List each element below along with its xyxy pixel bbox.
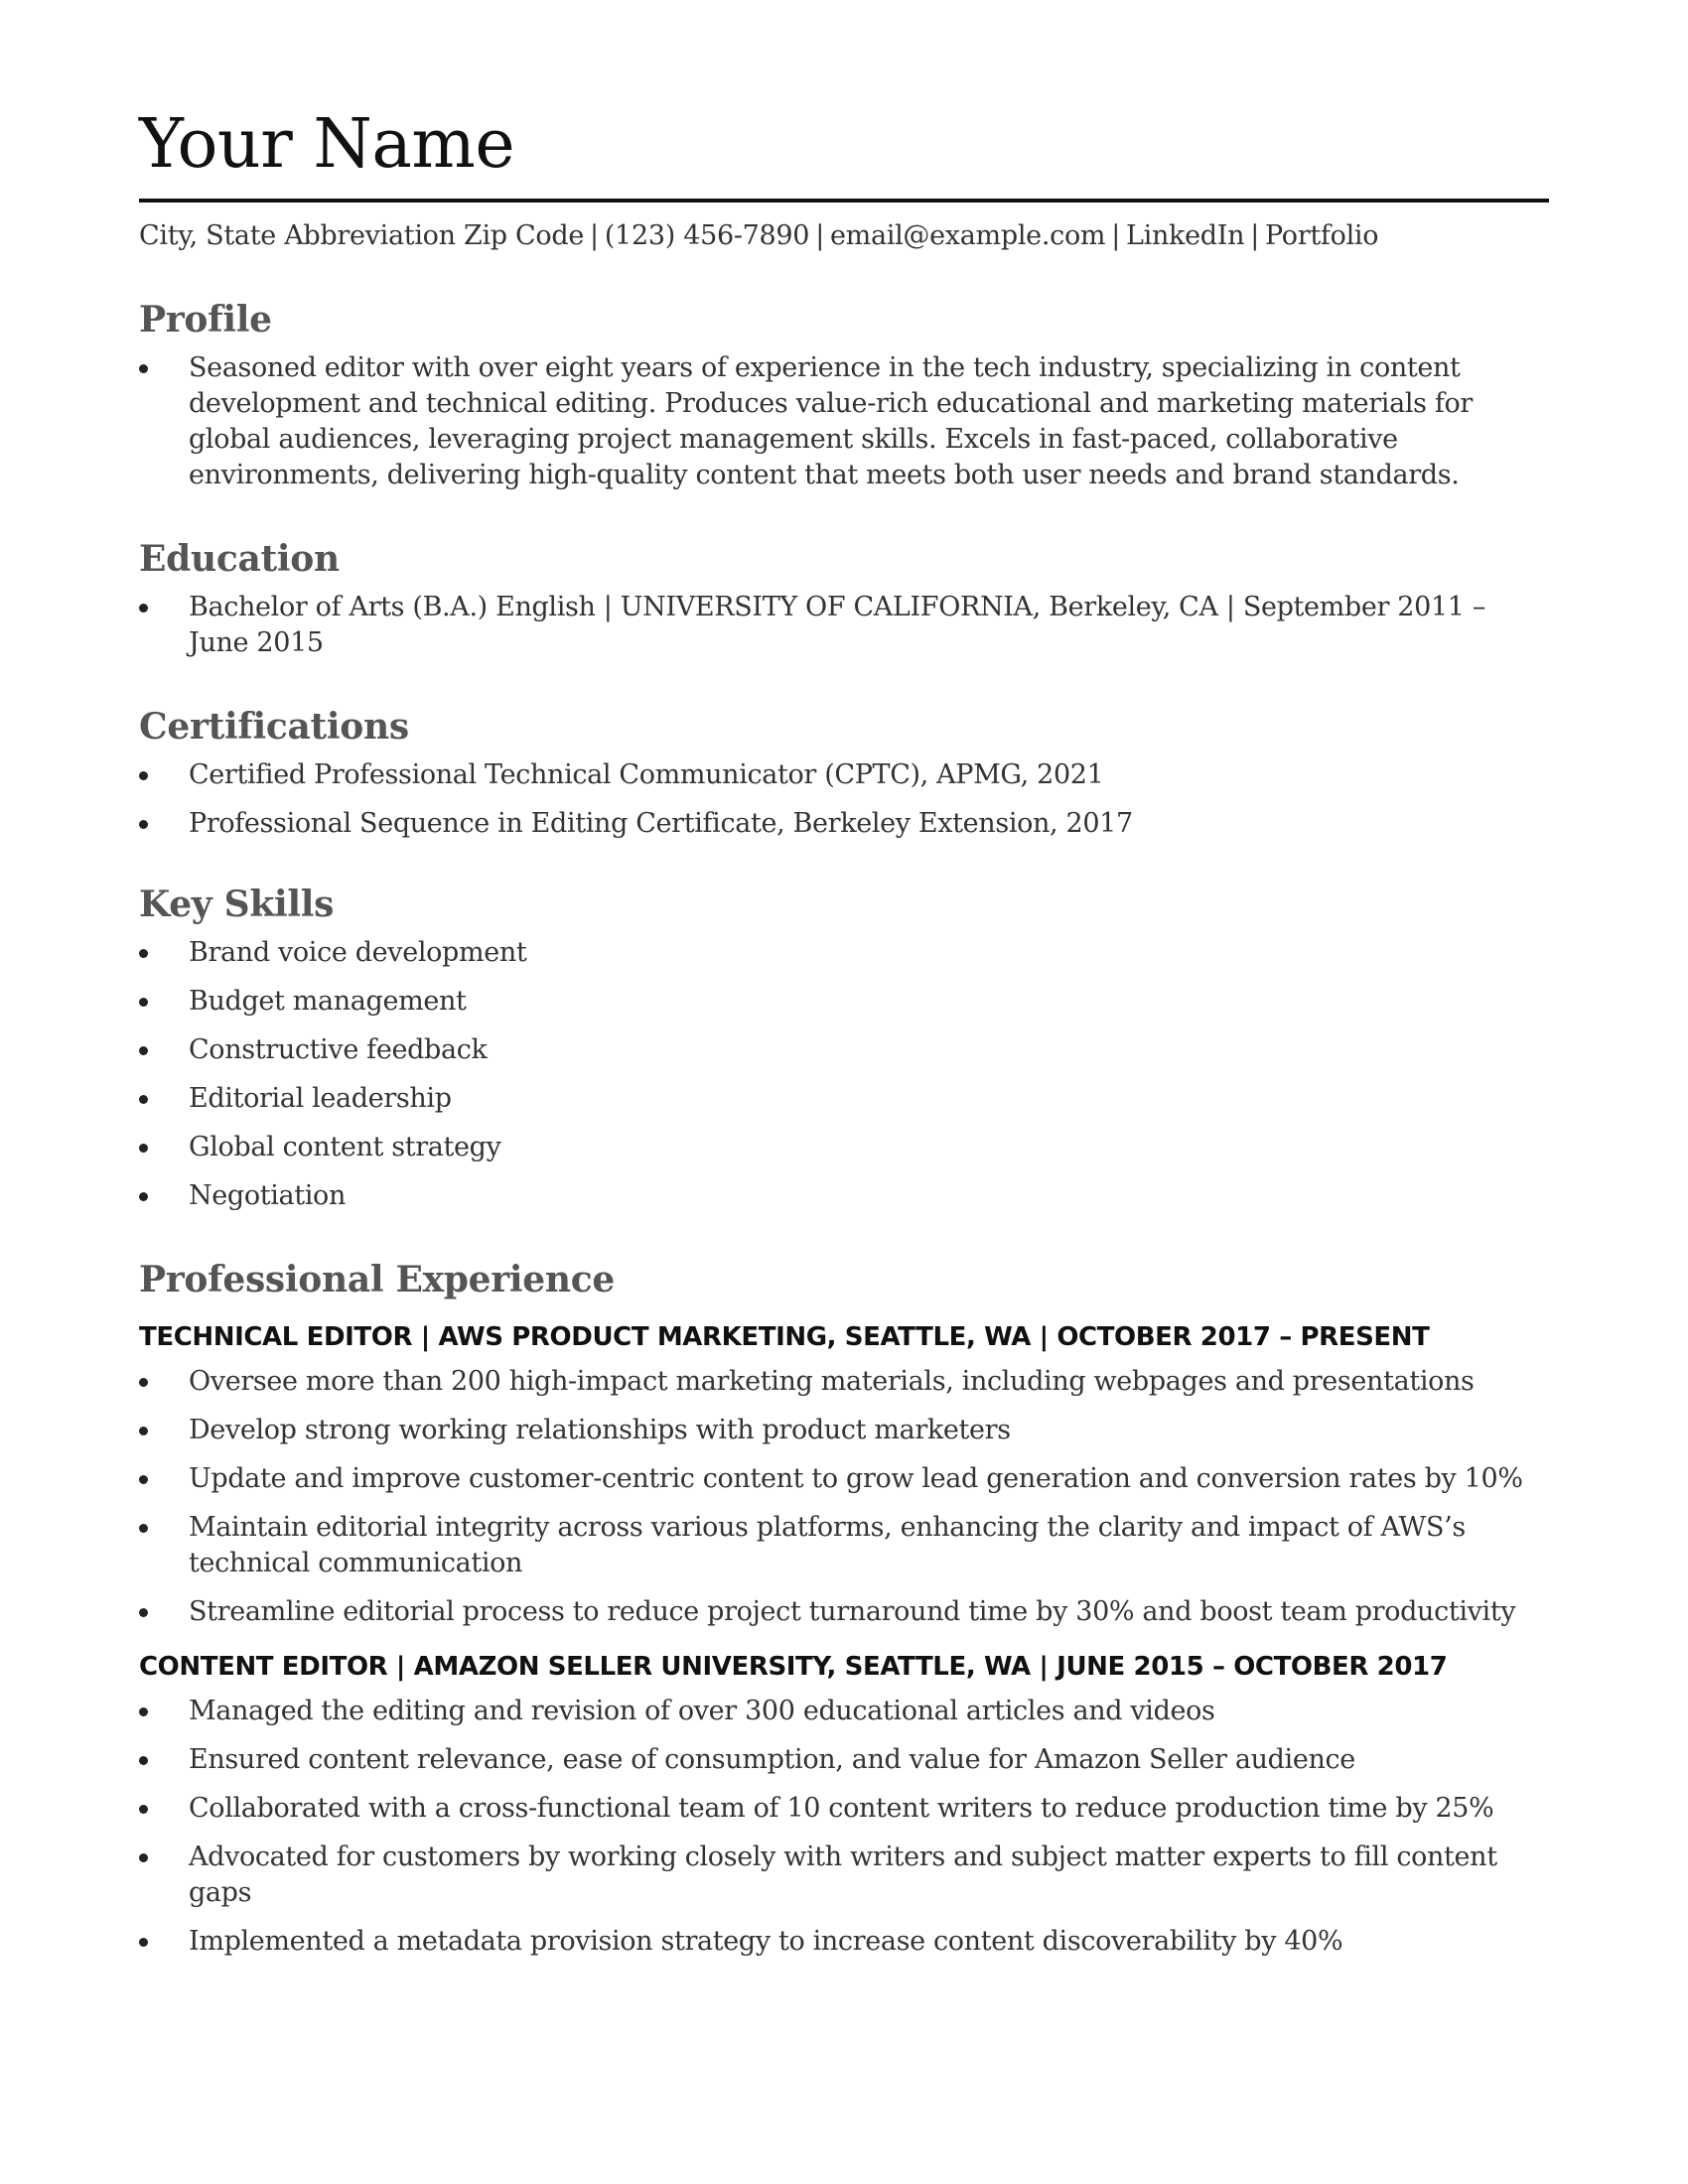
- list-item: Collaborated with a cross-functional team of 10 content writers to reduce production time by 25%: [139, 1791, 1549, 1827]
- section-title-skills: Key Skills: [139, 884, 335, 925]
- bullet-icon: [139, 1144, 148, 1153]
- bullet-icon: [139, 364, 148, 373]
- contact-linkedin[interactable]: LinkedIn: [1126, 220, 1245, 251]
- contact-separator: |: [590, 220, 599, 251]
- list-item: Managed the editing and revision of over 300 educational articles and videos: [139, 1694, 1549, 1729]
- contact-email[interactable]: email@example.com: [829, 220, 1106, 251]
- list-item: Oversee more than 200 high-impact marketing materials, including webpages and presentations: [139, 1364, 1549, 1400]
- bullet-icon: [139, 1805, 148, 1814]
- bullet-icon: [139, 1046, 148, 1055]
- job-bullets: [139, 1364, 1549, 1630]
- list-item: Ensured content relevance, ease of consumption, and value for Amazon Seller audience: [139, 1742, 1549, 1778]
- bullet-icon: [139, 604, 148, 613]
- job-heading: CONTENT EDITOR | AMAZON SELLER UNIVERSITY, SEATTLE, WA | JUNE 2015 – OCTOBER 2017: [139, 1652, 1448, 1682]
- list-item: Constructive feedback: [139, 1032, 1549, 1068]
- bullet-icon: [139, 820, 148, 829]
- list-item: Seasoned editor with over eight years of experience in the tech industry, specializing in content development and technical editing. Produces value-rich educational and marketing materials for global audiences, leveraging project management skills. Excels in fast-paced, collaborative environments, delivering high-quality content that meets both user needs and brand standards.: [139, 350, 1549, 493]
- bullet-icon: [139, 1853, 148, 1862]
- list-item: Update and improve customer-centric content to grow lead generation and conversion rates by 10%: [139, 1461, 1549, 1497]
- contact-portfolio[interactable]: Portfolio: [1265, 220, 1379, 251]
- job-heading: TECHNICAL EDITOR | AWS PRODUCT MARKETING, SEATTLE, WA | OCTOBER 2017 – PRESENT: [139, 1322, 1430, 1352]
- profile-list: [139, 350, 1549, 493]
- list-item: Develop strong working relationships with product marketers: [139, 1413, 1549, 1448]
- list-item: Bachelor of Arts (B.A.) English | UNIVERSITY OF CALIFORNIA, Berkeley, CA | September 2011 – June 2015: [139, 590, 1549, 661]
- section-title-experience: Professional Experience: [139, 1259, 615, 1300]
- bullet-icon: [139, 1192, 148, 1201]
- bullet-icon: [139, 771, 148, 780]
- bullet-icon: [139, 949, 148, 958]
- bullet-icon: [139, 1707, 148, 1716]
- contact-separator: |: [815, 220, 824, 251]
- certifications-list: [139, 757, 1549, 842]
- education-list: [139, 590, 1549, 661]
- section-title-certifications: Certifications: [139, 706, 409, 748]
- bullet-icon: [139, 1756, 148, 1765]
- contact-separator: |: [1111, 220, 1120, 251]
- contact-phone: (123) 456-7890: [604, 220, 810, 251]
- bullet-icon: [139, 1427, 148, 1435]
- resume-name: Your Name: [139, 105, 515, 184]
- section-title-education: Education: [139, 538, 340, 580]
- section-title-profile: Profile: [139, 299, 272, 341]
- list-item: Streamline editorial process to reduce project turnaround time by 30% and boost team productivity: [139, 1594, 1549, 1630]
- list-item: Implemented a metadata provision strategy to increase content discoverability by 40%: [139, 1924, 1549, 1960]
- list-item: Advocated for customers by working closely with writers and subject matter experts to fill content gaps: [139, 1840, 1549, 1911]
- list-item: Editorial leadership: [139, 1081, 1549, 1117]
- contact-location: City, State Abbreviation Zip Code: [139, 220, 585, 251]
- list-item: Professional Sequence in Editing Certificate, Berkeley Extension, 2017: [139, 806, 1549, 842]
- skills-list: [139, 935, 1549, 1214]
- bullet-icon: [139, 1095, 148, 1104]
- resume-page: [139, 105, 1549, 1960]
- list-item: Budget management: [139, 984, 1549, 1020]
- bullet-icon: [139, 1378, 148, 1387]
- list-item: Negotiation: [139, 1178, 1549, 1214]
- job-bullets: [139, 1694, 1549, 1960]
- list-item: Brand voice development: [139, 935, 1549, 971]
- list-item: Maintain editorial integrity across various platforms, enhancing the clarity and impact of AWS’s technical communication: [139, 1510, 1549, 1581]
- header-rule: [139, 199, 1549, 203]
- bullet-icon: [139, 1608, 148, 1617]
- list-item: Certified Professional Technical Communicator (CPTC), APMG, 2021: [139, 757, 1549, 793]
- bullet-icon: [139, 1938, 148, 1947]
- contact-line: [139, 220, 1549, 251]
- bullet-icon: [139, 998, 148, 1007]
- bullet-icon: [139, 1475, 148, 1484]
- list-item: Global content strategy: [139, 1130, 1549, 1165]
- bullet-icon: [139, 1524, 148, 1533]
- contact-separator: |: [1250, 220, 1260, 251]
